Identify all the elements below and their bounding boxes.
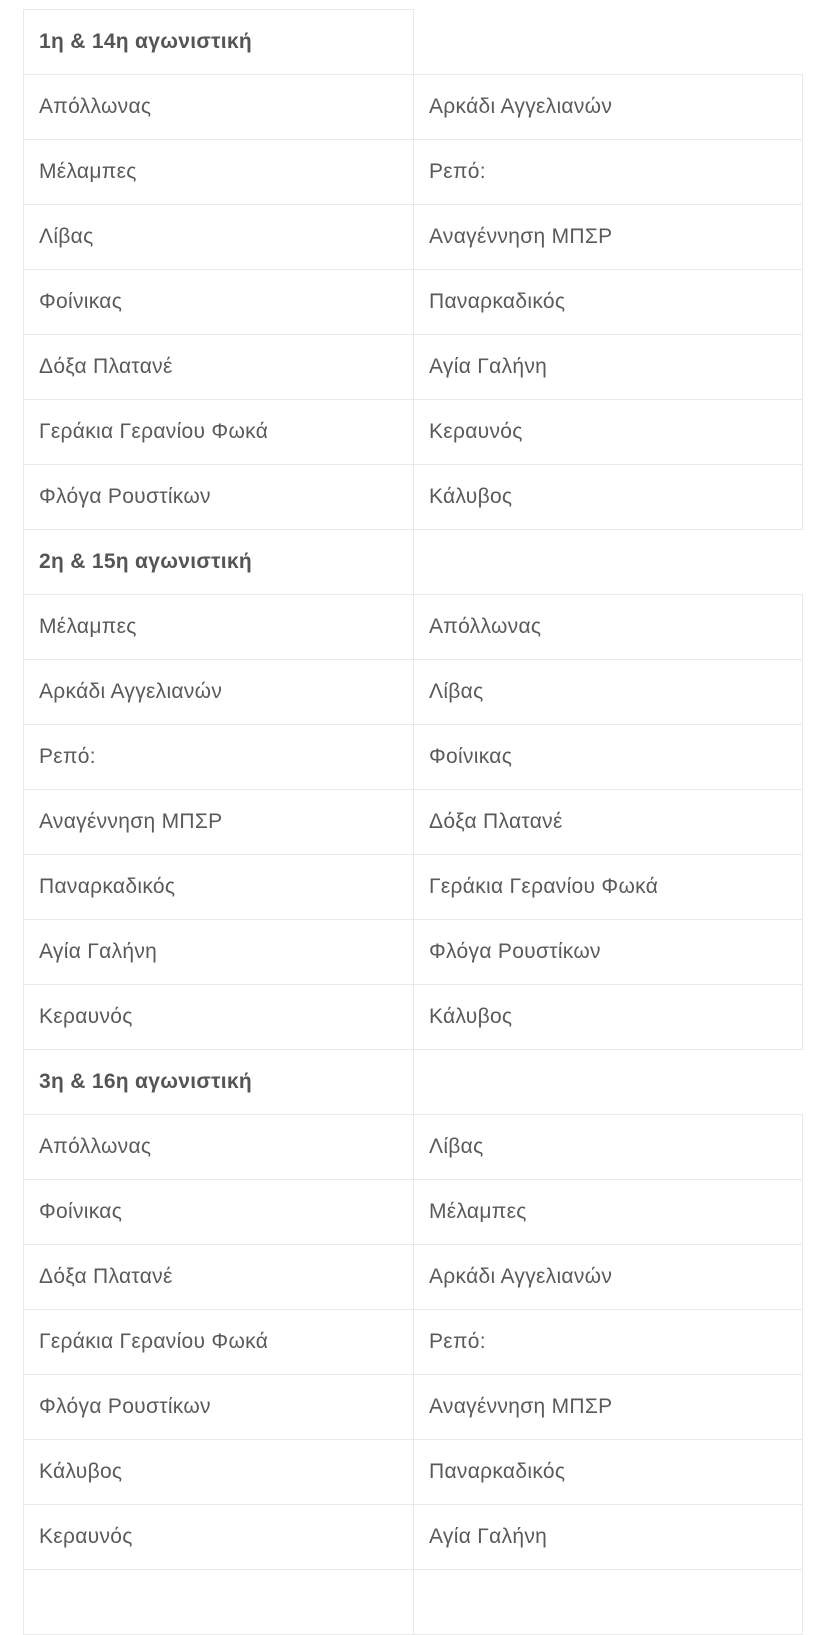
round-title: 1η & 14η αγωνιστική (24, 10, 414, 75)
home-team: Δόξα Πλατανέ (24, 335, 414, 400)
round-title: 2η & 15η αγωνιστική (24, 530, 414, 595)
away-team (414, 1570, 803, 1635)
home-team: Φλόγα Ρουστίκων (24, 465, 414, 530)
away-team: Κάλυβος (414, 465, 803, 530)
match-row (24, 595, 803, 660)
home-team: Φλόγα Ρουστίκων (24, 1375, 414, 1440)
round-header (24, 1050, 803, 1115)
away-team: Αναγέννηση ΜΠΣΡ (414, 1375, 803, 1440)
away-team: Λίβας (414, 1115, 803, 1180)
away-team: Παναρκαδικός (414, 1440, 803, 1505)
match-row (24, 400, 803, 465)
home-team: Κεραυνός (24, 985, 414, 1050)
home-team: Μέλαμπες (24, 595, 414, 660)
home-team: Κάλυβος (24, 1440, 414, 1505)
round-header-empty-cell (414, 530, 803, 595)
away-team: Κεραυνός (414, 400, 803, 465)
round-header (24, 530, 803, 595)
away-team: Παναρκαδικός (414, 270, 803, 335)
home-team: Αγία Γαλήνη (24, 920, 414, 985)
away-team: Φλόγα Ρουστίκων (414, 920, 803, 985)
home-team: Αναγέννηση ΜΠΣΡ (24, 790, 414, 855)
match-row (24, 790, 803, 855)
away-team: Αναγέννηση ΜΠΣΡ (414, 205, 803, 270)
match-row (24, 1310, 803, 1375)
away-team: Ρεπό: (414, 140, 803, 205)
home-team (24, 1570, 414, 1635)
round-title: 3η & 16η αγωνιστική (24, 1050, 414, 1115)
match-row (24, 1180, 803, 1245)
match-row (24, 985, 803, 1050)
home-team: Γεράκια Γερανίου Φωκά (24, 1310, 414, 1375)
match-row (24, 855, 803, 920)
away-team: Αρκάδι Αγγελιανών (414, 75, 803, 140)
away-team: Αρκάδι Αγγελιανών (414, 1245, 803, 1310)
match-row (24, 1375, 803, 1440)
home-team: Λίβας (24, 205, 414, 270)
home-team: Ρεπό: (24, 725, 414, 790)
round-header-empty-cell (414, 1050, 803, 1115)
away-team: Δόξα Πλατανέ (414, 790, 803, 855)
home-team: Απόλλωνας (24, 75, 414, 140)
away-team: Απόλλωνας (414, 595, 803, 660)
fixtures-body (24, 10, 803, 1635)
match-row (24, 660, 803, 725)
away-team: Φοίνικας (414, 725, 803, 790)
match-row (24, 1570, 803, 1635)
match-row (24, 335, 803, 400)
match-row (24, 205, 803, 270)
away-team: Γεράκια Γερανίου Φωκά (414, 855, 803, 920)
match-row (24, 1440, 803, 1505)
home-team: Αρκάδι Αγγελιανών (24, 660, 414, 725)
home-team: Γεράκια Γερανίου Φωκά (24, 400, 414, 465)
round-header-empty-cell (414, 10, 803, 75)
match-row (24, 465, 803, 530)
home-team: Μέλαμπες (24, 140, 414, 205)
round-header (24, 10, 803, 75)
home-team: Απόλλωνας (24, 1115, 414, 1180)
match-row (24, 270, 803, 335)
match-row (24, 725, 803, 790)
home-team: Δόξα Πλατανέ (24, 1245, 414, 1310)
home-team: Κεραυνός (24, 1505, 414, 1570)
home-team: Παναρκαδικός (24, 855, 414, 920)
home-team: Φοίνικας (24, 270, 414, 335)
away-team: Κάλυβος (414, 985, 803, 1050)
away-team: Μέλαμπες (414, 1180, 803, 1245)
away-team: Ρεπό: (414, 1310, 803, 1375)
match-row (24, 75, 803, 140)
away-team: Αγία Γαλήνη (414, 1505, 803, 1570)
home-team: Φοίνικας (24, 1180, 414, 1245)
match-row (24, 1115, 803, 1180)
fixtures-table (23, 9, 803, 1635)
match-row (24, 140, 803, 205)
match-row (24, 1245, 803, 1310)
away-team: Αγία Γαλήνη (414, 335, 803, 400)
match-row (24, 920, 803, 985)
match-row (24, 1505, 803, 1570)
away-team: Λίβας (414, 660, 803, 725)
